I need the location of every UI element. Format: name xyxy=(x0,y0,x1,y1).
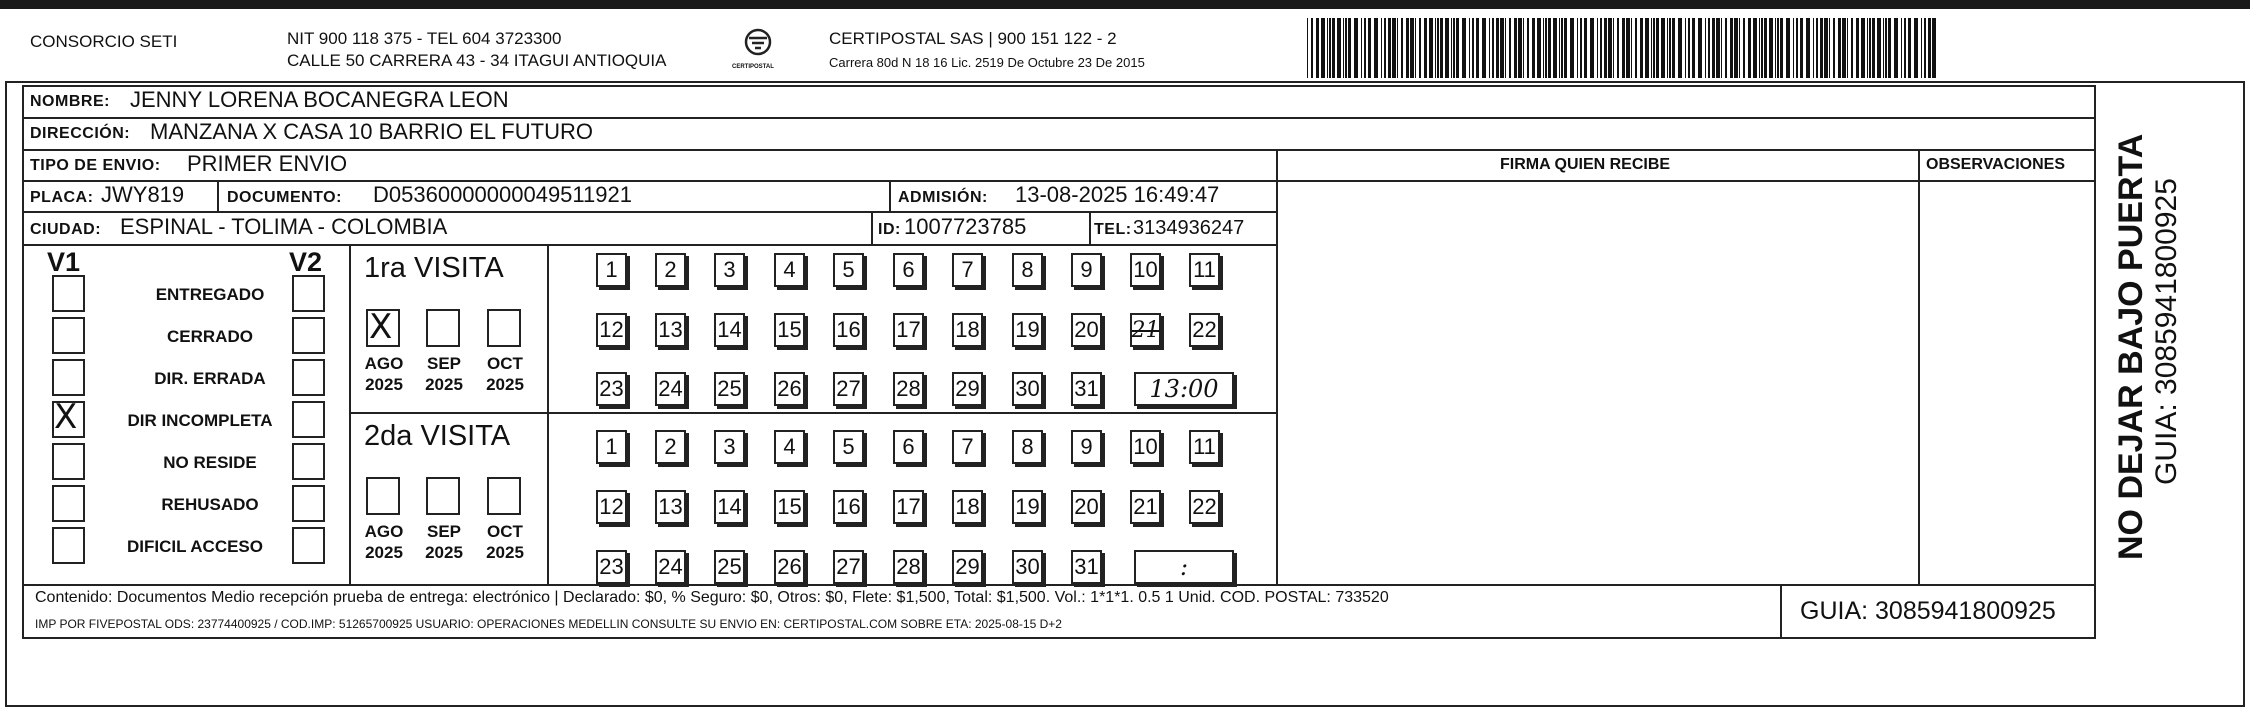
address-line: CALLE 50 CARRERA 43 - 34 ITAGUI ANTIOQUIA xyxy=(287,51,667,70)
day-box[interactable]: 8 xyxy=(1012,253,1043,287)
month-checkbox[interactable] xyxy=(487,477,521,515)
day-box[interactable]: 24 xyxy=(655,550,686,584)
day-box[interactable]: 3 xyxy=(714,430,745,464)
row-divider xyxy=(22,211,1276,213)
day-box[interactable]: 14 xyxy=(714,313,745,347)
day-box[interactable]: 1 xyxy=(596,253,627,287)
day-box[interactable]: 7 xyxy=(952,253,983,287)
placa-value: JWY819 xyxy=(101,182,185,207)
day-box[interactable]: 29 xyxy=(952,372,983,406)
v1-checkbox[interactable] xyxy=(52,527,85,564)
day-box[interactable]: 6 xyxy=(893,430,924,464)
footer-guia: GUIA: 3085941800925 xyxy=(1800,597,2056,625)
v1-checkbox[interactable] xyxy=(52,485,85,522)
day-box[interactable]: 17 xyxy=(893,313,924,347)
imp-line: IMP POR FIVEPOSTAL ODS: 23774400925 / COD.IMP: 51265700925 USUARIO: OPERACIONES MEDELLIN CONSULTE SU ENVIO EN: CERTIPOSTAL.COM SOBRE ETA: 2025-08-15 D+2 xyxy=(35,617,1062,631)
v1-checkbox[interactable] xyxy=(52,443,85,480)
company-name: CONSORCIO SETI xyxy=(30,32,178,51)
month-checkbox[interactable] xyxy=(366,477,400,515)
v2-checkbox[interactable] xyxy=(292,401,325,438)
certipostal-line: CERTIPOSTAL SAS | 900 151 122 - 2 xyxy=(829,29,1117,48)
day-box[interactable]: 9 xyxy=(1071,430,1102,464)
time-box[interactable]: : xyxy=(1134,550,1234,584)
day-box[interactable]: 23 xyxy=(596,550,627,584)
month-label: AGO xyxy=(364,354,404,373)
status-option-label: REHUSADO xyxy=(161,495,259,514)
day-box[interactable]: 30 xyxy=(1012,550,1043,584)
day-box[interactable]: 10 xyxy=(1130,253,1161,287)
month-year: 2025 xyxy=(425,375,463,394)
tel-value: 3134936247 xyxy=(1133,217,1245,239)
day-box[interactable]: 7 xyxy=(952,430,983,464)
day-box[interactable]: 26 xyxy=(774,550,805,584)
day-box[interactable]: 10 xyxy=(1130,430,1161,464)
month-year: 2025 xyxy=(365,375,403,394)
status-option-label: CERRADO xyxy=(167,327,253,346)
months-days-divider xyxy=(547,244,549,584)
placa-divider xyxy=(217,180,219,211)
v1-checkbox[interactable] xyxy=(52,275,85,312)
day-box[interactable]: 20 xyxy=(1071,490,1102,524)
day-box[interactable]: 22 xyxy=(1189,490,1220,524)
tipo-envio-label: TIPO DE ENVIO: xyxy=(30,157,161,174)
day-box[interactable]: 13 xyxy=(655,313,686,347)
ciudad-label: CIUDAD: xyxy=(30,221,102,238)
status-option-label: NO RESIDE xyxy=(163,453,257,472)
day-box[interactable]: 24 xyxy=(655,372,686,406)
status-option-label: DIR INCOMPLETA xyxy=(127,411,273,430)
day-box[interactable]: 4 xyxy=(774,253,805,287)
month-check-mark: X xyxy=(369,307,393,347)
day-box[interactable]: 5 xyxy=(833,430,864,464)
day-box[interactable]: 5 xyxy=(833,253,864,287)
visits-divider xyxy=(349,412,1276,414)
nombre-value: JENNY LORENA BOCANEGRA LEON xyxy=(130,87,509,112)
ciudad-value: ESPINAL - TOLIMA - COLOMBIA xyxy=(120,214,448,239)
nit-line: NIT 900 118 375 - TEL 604 3723300 xyxy=(287,29,562,48)
documento-label: DOCUMENTO: xyxy=(227,189,342,206)
day-box[interactable]: 25 xyxy=(714,372,745,406)
day-box[interactable]: 30 xyxy=(1012,372,1043,406)
tel-label: TEL: xyxy=(1094,221,1132,238)
top-edge-band xyxy=(0,0,2250,9)
day-box[interactable]: 6 xyxy=(893,253,924,287)
observaciones-header: OBSERVACIONES xyxy=(1926,156,2065,173)
day-box[interactable]: 28 xyxy=(893,372,924,406)
tel-divider xyxy=(1089,211,1091,244)
day-box[interactable]: 2 xyxy=(655,253,686,287)
v1-header: V1 xyxy=(47,247,81,277)
v2-checkbox[interactable] xyxy=(292,485,325,522)
admision-divider xyxy=(889,180,891,211)
day-box[interactable]: 23 xyxy=(596,372,627,406)
day-box[interactable]: 15 xyxy=(774,490,805,524)
day-box[interactable]: 16 xyxy=(833,490,864,524)
firma-header: FIRMA QUIEN RECIBE xyxy=(1500,156,1671,173)
day-box[interactable]: 12 xyxy=(596,490,627,524)
firma-column-left xyxy=(1276,149,1278,584)
v1-checkbox[interactable] xyxy=(52,317,85,354)
month-year: 2025 xyxy=(486,375,524,394)
id-label: ID: xyxy=(878,221,901,238)
day-box[interactable]: 13 xyxy=(655,490,686,524)
v2-checkbox[interactable] xyxy=(292,443,325,480)
day-box[interactable]: 28 xyxy=(893,550,924,584)
row-divider xyxy=(22,584,2096,586)
day-box[interactable]: 1 xyxy=(596,430,627,464)
logo-caption: CERTIPOSTAL xyxy=(732,64,774,70)
status-option-label: ENTREGADO xyxy=(155,285,265,304)
row-divider xyxy=(22,244,1276,246)
v1-check-mark: X xyxy=(54,397,78,437)
certipostal-logo-icon xyxy=(732,26,784,66)
day-box[interactable]: 9 xyxy=(1071,253,1102,287)
day-box[interactable]: 3 xyxy=(714,253,745,287)
license-line: Carrera 80d N 18 16 Lic. 2519 De Octubre 23 De 2015 xyxy=(829,55,1145,70)
placa-label: PLACA: xyxy=(30,189,94,206)
day-box[interactable]: 25 xyxy=(714,550,745,584)
month-label: AGO xyxy=(364,522,404,541)
day-box[interactable]: 8 xyxy=(1012,430,1043,464)
side-warning: NO DEJAR BAJO PUERTA xyxy=(2112,133,2150,560)
admision-value: 13-08-2025 16:49:47 xyxy=(1015,182,1220,207)
tipo-envio-value: PRIMER ENVIO xyxy=(187,151,348,176)
month-label: OCT xyxy=(487,354,523,373)
month-year: 2025 xyxy=(365,543,403,562)
day-box[interactable]: 14 xyxy=(714,490,745,524)
day-box[interactable]: 29 xyxy=(952,550,983,584)
day-box[interactable]: 21 xyxy=(1130,313,1161,347)
v2-checkbox[interactable] xyxy=(292,359,325,396)
month-checkbox[interactable] xyxy=(426,309,460,347)
day-box[interactable]: 20 xyxy=(1071,313,1102,347)
month-checkbox[interactable] xyxy=(426,477,460,515)
direccion-value: MANZANA X CASA 10 BARRIO EL FUTURO xyxy=(150,119,593,144)
day-box[interactable]: 22 xyxy=(1189,313,1220,347)
day-box[interactable]: 11 xyxy=(1189,253,1220,287)
id-divider xyxy=(871,211,873,244)
certipostal-logo xyxy=(732,26,784,74)
day-box[interactable]: 31 xyxy=(1071,372,1102,406)
month-year: 2025 xyxy=(486,543,524,562)
direccion-label: DIRECCIÓN: xyxy=(30,125,131,142)
status-option-label: DIR. ERRADA xyxy=(154,369,266,388)
first-visit-title: 1ra VISITA xyxy=(364,252,504,284)
side-guia: GUIA: 3085941800925 xyxy=(2150,178,2183,485)
day-box[interactable]: 19 xyxy=(1012,490,1043,524)
month-label: OCT xyxy=(487,522,523,541)
day-box[interactable]: 18 xyxy=(952,490,983,524)
day-box[interactable]: 27 xyxy=(833,550,864,584)
day-box[interactable]: 17 xyxy=(893,490,924,524)
v1-checkbox[interactable] xyxy=(52,359,85,396)
day-box[interactable]: 31 xyxy=(1071,550,1102,584)
time-box[interactable]: 13:00 xyxy=(1134,372,1234,406)
day-box[interactable]: 15 xyxy=(774,313,805,347)
observaciones-column-left xyxy=(1918,149,1920,584)
nombre-label: NOMBRE: xyxy=(30,93,110,110)
day-box[interactable]: 12 xyxy=(596,313,627,347)
day-box[interactable]: 18 xyxy=(952,313,983,347)
day-box[interactable]: 16 xyxy=(833,313,864,347)
status-option-label: DIFICIL ACCESO xyxy=(126,537,263,556)
month-label: SEP xyxy=(426,522,462,541)
day-box[interactable]: 11 xyxy=(1189,430,1220,464)
day-box[interactable]: 4 xyxy=(774,430,805,464)
admision-label: ADMISIÓN: xyxy=(898,189,988,206)
v2-header: V2 xyxy=(289,247,323,277)
v2-checkbox[interactable] xyxy=(292,527,325,564)
v2-checkbox[interactable] xyxy=(292,317,325,354)
v2-checkbox[interactable] xyxy=(292,275,325,312)
documento-value: D05360000000049511921 xyxy=(373,182,632,207)
id-value: 1007723785 xyxy=(904,214,1027,239)
second-visit-title: 2da VISITA xyxy=(364,420,511,452)
status-visits-divider xyxy=(349,244,351,584)
month-label: SEP xyxy=(426,354,462,373)
barcode xyxy=(1307,18,1940,78)
day-box[interactable]: 27 xyxy=(833,372,864,406)
contenido-line: Contenido: Documentos Medio recepción prueba de entrega: electrónico | Declarado: $0, % Seguro: $0, Otros: $0, Flete: $1,500, Total: $1,500. Vol.: 1*1*1. 0.5 1 Unid. COD. POSTAL: 733520 xyxy=(35,589,1389,606)
footer-guia-divider xyxy=(1780,584,1782,639)
day-box[interactable]: 19 xyxy=(1012,313,1043,347)
month-year: 2025 xyxy=(425,543,463,562)
day-box[interactable]: 21 xyxy=(1130,490,1161,524)
month-checkbox[interactable] xyxy=(487,309,521,347)
day-box[interactable]: 26 xyxy=(774,372,805,406)
day-box[interactable]: 2 xyxy=(655,430,686,464)
